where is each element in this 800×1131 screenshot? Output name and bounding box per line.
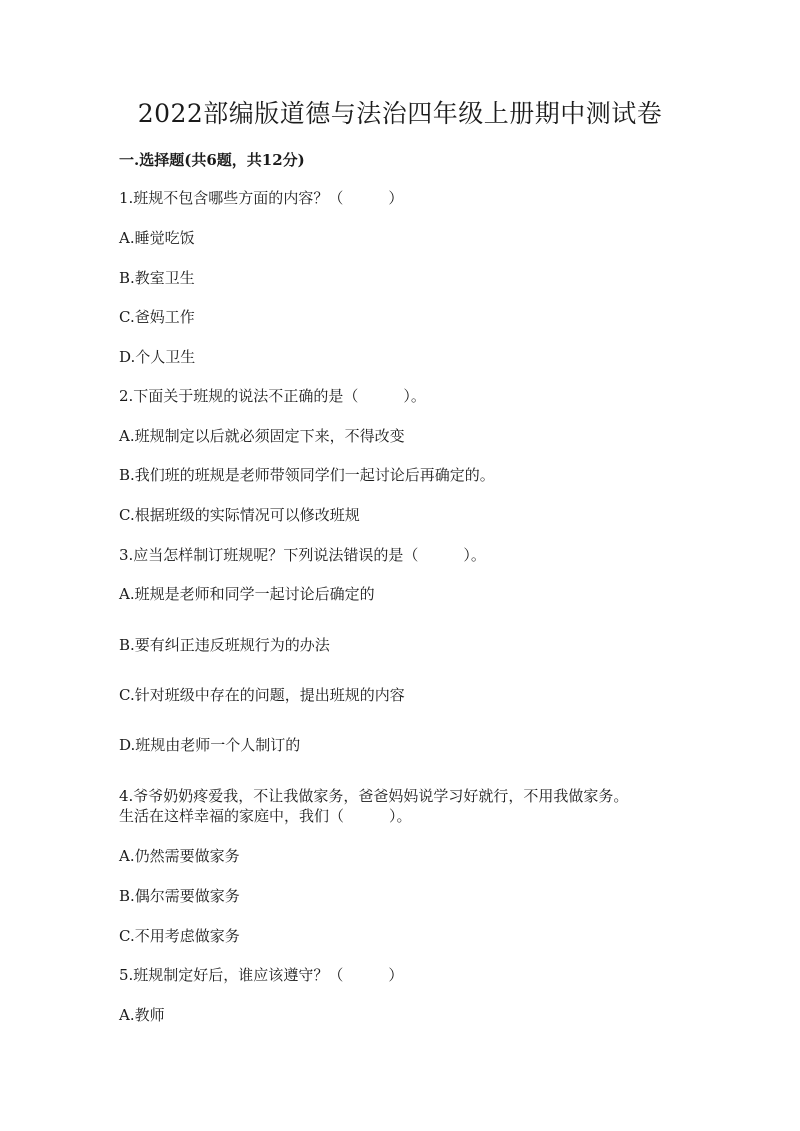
question-4-option-c: C.不用考虑做家务 [119, 927, 240, 945]
section-heading: 一.选择题(共6题，共12分) [119, 151, 305, 169]
question-4-option-a: A.仍然需要做家务 [119, 847, 240, 865]
question-1-option-d: D.个人卫生 [119, 348, 196, 366]
question-3-option-b: B.要有纠正违反班规行为的办法 [119, 636, 330, 654]
question-1-stem: 1.班规不包含哪些方面的内容？（ ） [119, 189, 404, 207]
exam-title: 2022部编版道德与法治四年级上册期中测试卷 [137, 99, 663, 128]
question-4-stem-line-2: 生活在这样幸福的家庭中，我们（ ）。 [119, 807, 412, 825]
question-4-option-b: B.偶尔需要做家务 [119, 887, 240, 905]
question-3-option-d: D.班规由老师一个人制订的 [119, 736, 301, 754]
question-2-option-a: A.班规制定以后就必须固定下来，不得改变 [119, 427, 405, 445]
question-5-option-a: A.教师 [119, 1006, 165, 1024]
question-2-option-c: C.根据班级的实际情况可以修改班规 [119, 506, 360, 524]
question-5-stem: 5.班规制定好后，谁应该遵守？（ ） [119, 966, 404, 984]
question-2-option-b: B.我们班的班规是老师带领同学们一起讨论后再确定的。 [119, 466, 495, 484]
question-4-stem-line-1: 4.爷爷奶奶疼爱我，不让我做家务，爸爸妈妈说学习好就行，不用我做家务。 [119, 787, 629, 805]
question-3-option-a: A.班规是老师和同学一起讨论后确定的 [119, 585, 375, 603]
question-3-stem: 3.应当怎样制订班规呢？下列说法错误的是（ ）。 [119, 546, 486, 564]
question-2-stem: 2.下面关于班规的说法不正确的是（ ）。 [119, 387, 426, 405]
question-1-option-c: C.爸妈工作 [119, 308, 195, 326]
question-1-option-a: A.睡觉吃饭 [119, 229, 195, 247]
question-1-option-b: B.教室卫生 [119, 269, 195, 287]
question-3-option-c: C.针对班级中存在的问题，提出班规的内容 [119, 686, 405, 704]
